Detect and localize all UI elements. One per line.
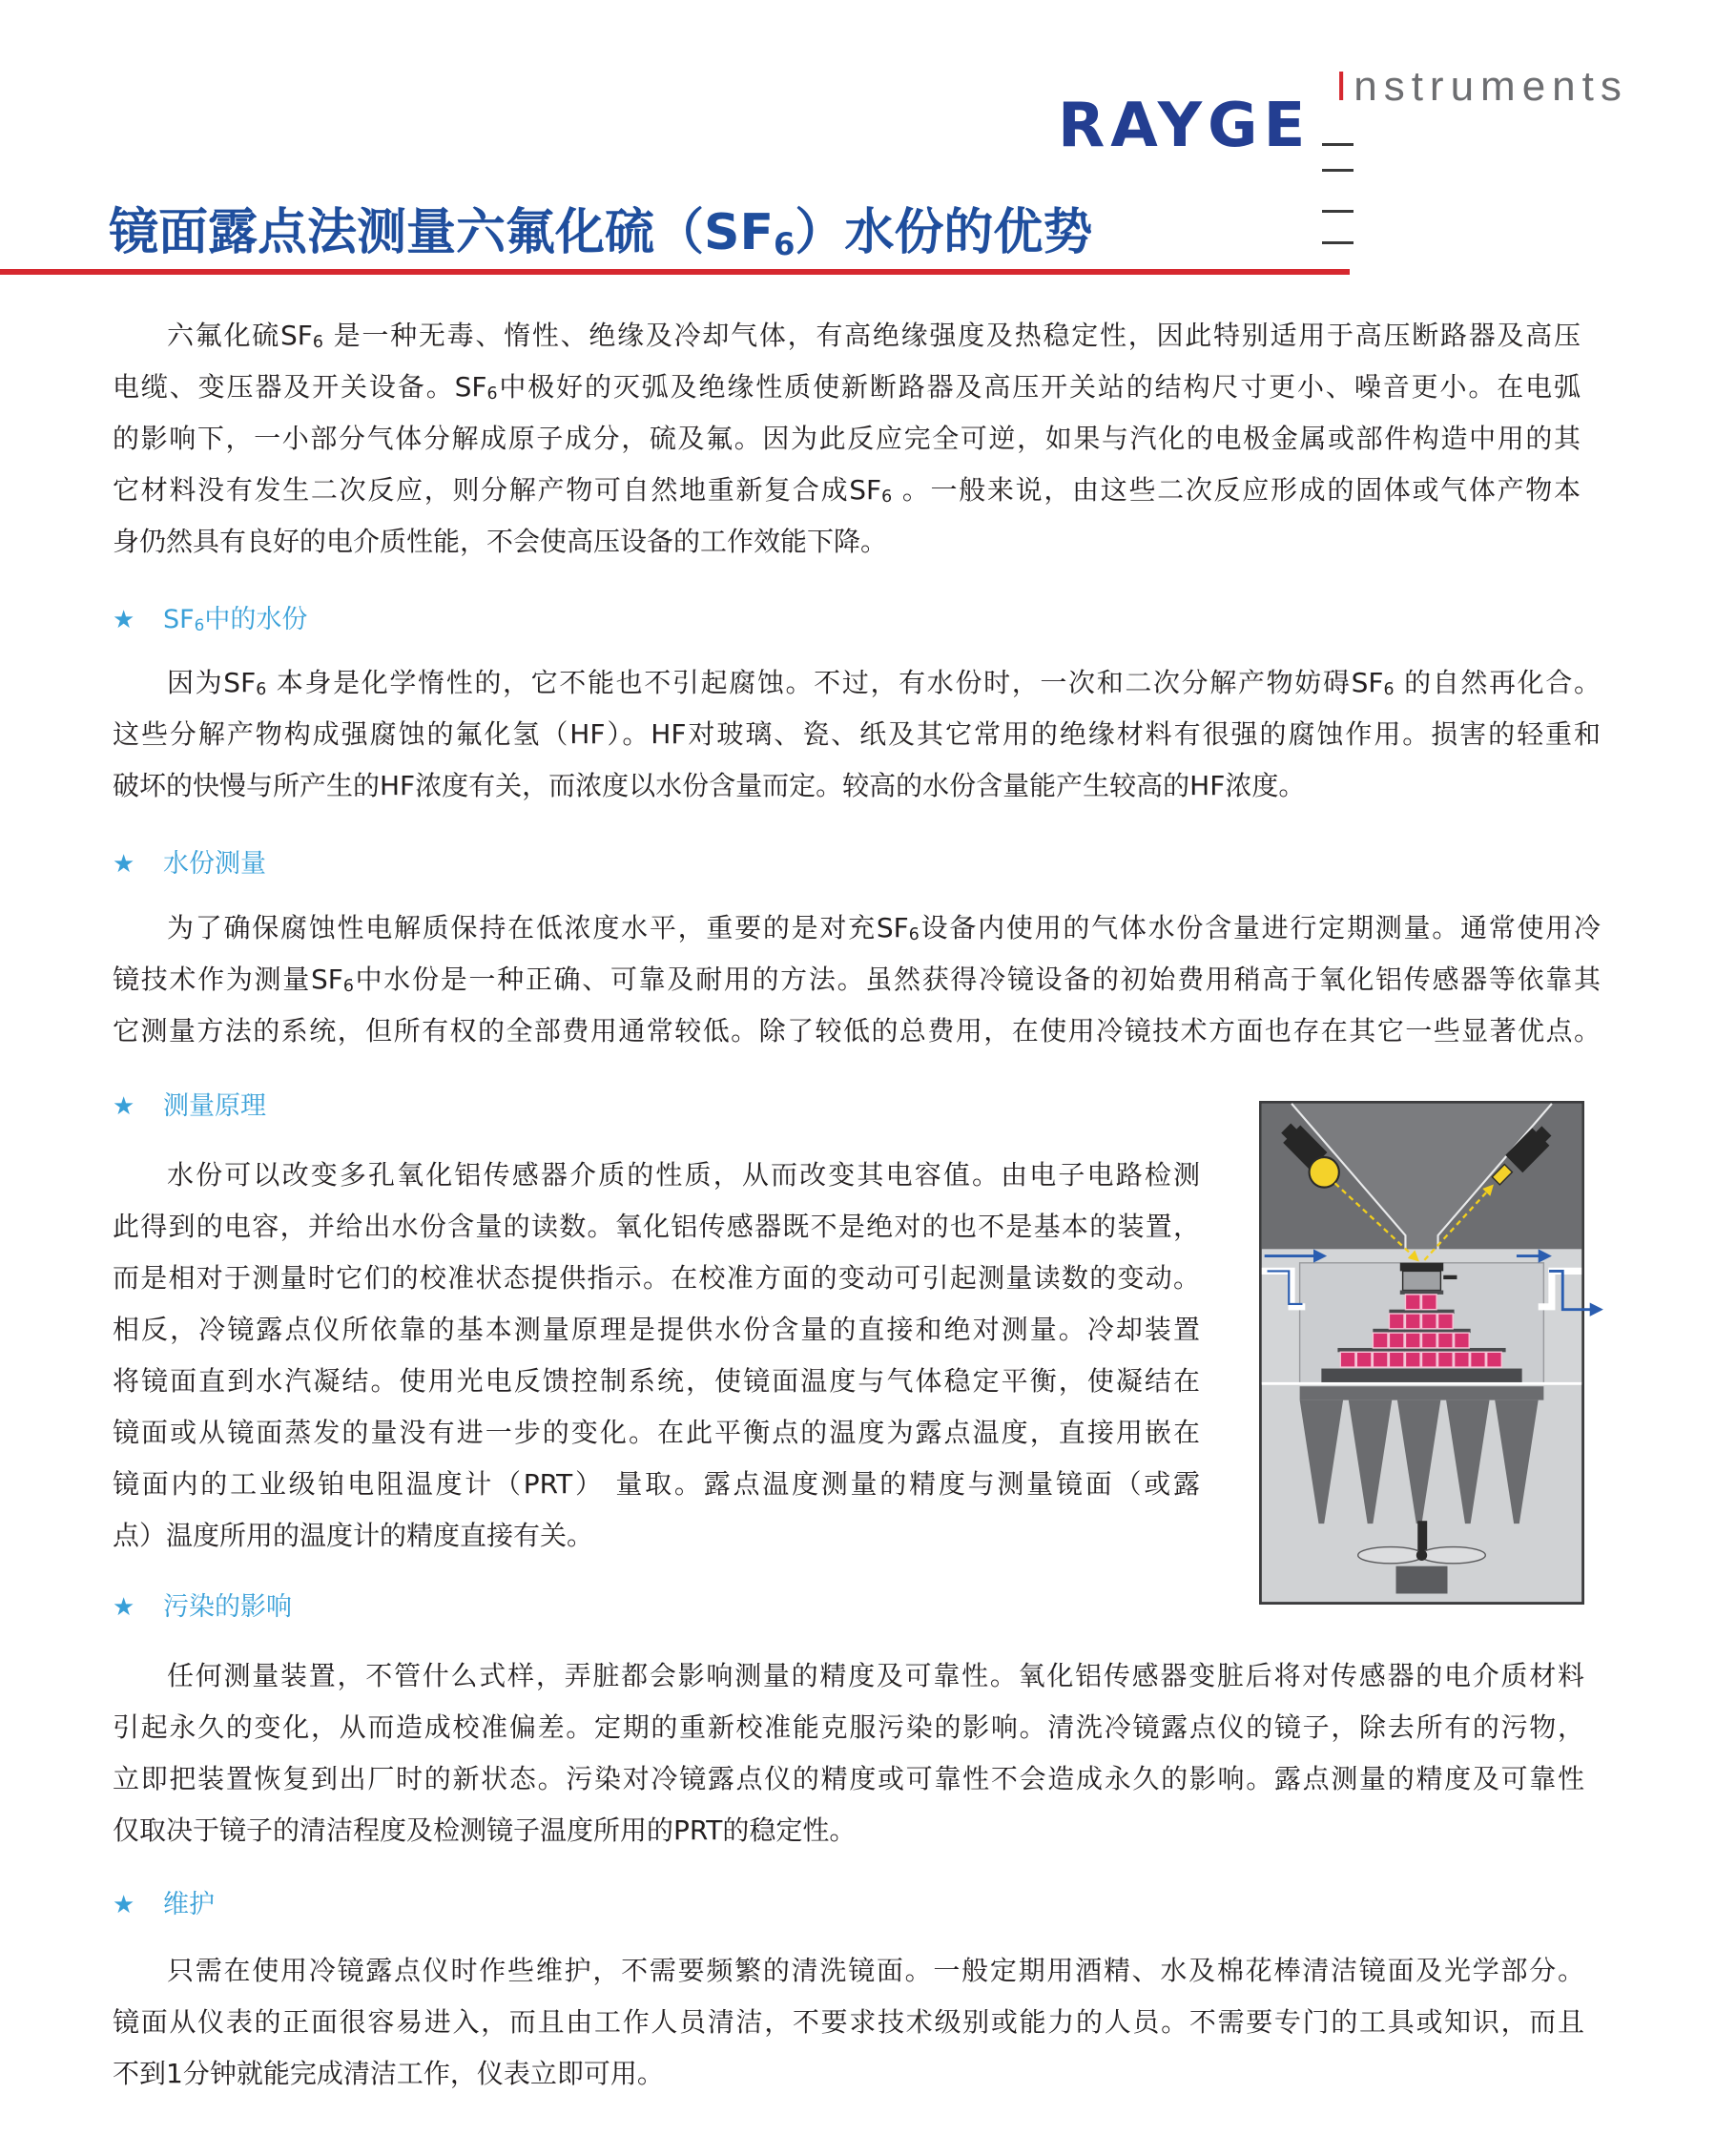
- text-line: 立即把装置恢复到出厂时的新状态。污染对冷镜露点仪的精度或可靠性不会造成永久的影响。露点测量的精度及可靠性: [113, 1763, 1584, 1794]
- text-line: 电缆、变压器及开关设备。SF6中极好的灭弧及绝缘性质使新断路器及高压开关站的结构尺寸更小、噪音更小。在电弧: [113, 371, 1581, 404]
- logo-divider: [1322, 241, 1354, 244]
- text-line: 它测量方法的系统，但所有权的全部费用通常较低。除了较低的总费用，在使用冷镜技术方面也存在其它一些显著优点。: [113, 1015, 1601, 1047]
- section-paragraph: [113, 1945, 1584, 2100]
- text-line: 破坏的快慢与所产生的HF浓度有关，而浓度以水份含量而定。较高的水份含量能产生较高的HF浓度。: [113, 770, 1306, 801]
- section-heading: [113, 1582, 292, 1633]
- text-line: 身仍然具有良好的电介质性能，不会使高压设备的工作效能下降。: [113, 526, 888, 557]
- text-line: 镜面内的工业级铂电阻温度计（PRT） 量取。露点温度测量的精度与测量镜面（或露: [113, 1468, 1200, 1500]
- logo-divider: [1322, 169, 1354, 172]
- text-line: 镜面或从镜面蒸发的量没有进一步的变化。在此平衡点的温度为露点温度，直接用嵌在: [113, 1417, 1200, 1448]
- logo-divider: [1322, 210, 1354, 213]
- section-paragraph: [113, 657, 1601, 812]
- text-line: 不到1分钟就能完成清洁工作，仪表立即可用。: [113, 2058, 664, 2089]
- section-heading: [113, 1081, 266, 1132]
- brand-logo: RAYGE: [1058, 91, 1312, 161]
- text-line: 这些分解产物构成强腐蚀的氟化氢（HF）。HF对玻璃、瓷、纸及其它常用的绝缘材料有很强的腐蚀作用。损害的轻重和: [113, 718, 1601, 750]
- intro-paragraph: [113, 310, 1581, 568]
- section-heading-label: SF6中的水份: [163, 605, 308, 634]
- section-heading-label: 维护: [163, 1890, 215, 1919]
- section-heading: [113, 839, 266, 890]
- section-heading-label: 测量原理: [163, 1091, 266, 1121]
- brand-tagline: Instruments: [1335, 63, 1628, 110]
- text-line: 为了确保腐蚀性电解质保持在低浓度水平，重要的是对充SF6设备内使用的气体水份含量进行定期测量。通常使用冷: [167, 912, 1601, 945]
- text-line: 因为SF6 本身是化学惰性的，它不能也不引起腐蚀。不过，有水份时，一次和二次分解产物妨碍SF6 的自然再化合。: [167, 667, 1601, 700]
- text-line: 相反，冷镜露点仪所依靠的基本测量原理是提供水份含量的直接和绝对测量。冷却装置: [113, 1314, 1200, 1345]
- text-line: 六氟化硫SF6 是一种无毒、惰性、绝缘及冷却气体，有高绝缘强度及热稳定性，因此特别适用于高压断路器及高压: [167, 320, 1581, 353]
- text-line: 它材料没有发生二次反应，则分解产物可自然地重新复合成SF6 。一般来说，由这些二次反应形成的固体或气体产物本: [113, 474, 1581, 508]
- text-line: 将镜面直到水汽凝结。使用光电反馈控制系统，使镜面温度与气体稳定平衡，使凝结在: [113, 1365, 1200, 1397]
- star-icon: ★: [113, 1593, 135, 1622]
- text-line: 此得到的电容，并给出水份含量的读数。氧化铝传感器既不是绝对的也不是基本的装置，: [113, 1211, 1200, 1242]
- star-icon: ★: [113, 1092, 135, 1121]
- section-heading: [113, 594, 307, 646]
- star-icon: ★: [113, 606, 135, 634]
- section-heading-label: 污染的影响: [163, 1592, 292, 1622]
- text-line: 只需在使用冷镜露点仪时作些维护，不需要频繁的清洗镜面。一般定期用酒精、水及棉花棒清洁镜面及光学部分。: [167, 1955, 1584, 1986]
- section-heading: [113, 1879, 215, 1931]
- section-paragraph: [113, 1650, 1584, 1856]
- section-heading-label: 水份测量: [163, 849, 266, 879]
- text-line: 仅取决于镜子的清洁程度及检测镜子温度所用的PRT的稳定性。: [113, 1814, 857, 1846]
- text-line: 镜技术作为测量SF6中水份是一种正确、可靠及耐用的方法。虽然获得冷镜设备的初始费用稍高于氧化铝传感器等依靠其: [113, 964, 1601, 997]
- star-icon: ★: [113, 1891, 135, 1919]
- text-line: 水份可以改变多孔氧化铝传感器介质的性质，从而改变其电容值。由电子电路检测: [167, 1159, 1200, 1191]
- section-paragraph: [113, 1150, 1200, 1562]
- star-icon: ★: [113, 850, 135, 879]
- text-line: 点）温度所用的温度计的精度直接有关。: [113, 1520, 594, 1551]
- text-line: 任何测量装置，不管什么式样，弄脏都会影响测量的精度及可靠性。氧化铝传感器变脏后将对传感器的电介质材料: [167, 1660, 1584, 1691]
- title-rule: [0, 269, 1350, 275]
- section-paragraph: [113, 902, 1601, 1057]
- text-line: 的影响下，一小部分气体分解成原子成分，硫及氟。因为此反应完全可逆，如果与汽化的电极金属或部件构造中用的其: [113, 423, 1581, 454]
- chilled-mirror-diagram: [1259, 1101, 1584, 1605]
- text-line: 而是相对于测量时它们的校准状态提供指示。在校准方面的变动可引起测量读数的变动。: [113, 1262, 1200, 1294]
- page-title: 镜面露点法测量六氟化硫（SF6）水份的优势: [109, 204, 1093, 262]
- text-line: 镜面从仪表的正面很容易进入，而且由工作人员清洁，不要求技术级别或能力的人员。不需要专门的工具或知识，而且: [113, 2006, 1584, 2038]
- text-line: 引起永久的变化，从而造成校准偏差。定期的重新校准能克服污染的影响。清洗冷镜露点仪的镜子，除去所有的污物，: [113, 1711, 1584, 1743]
- logo-divider: [1322, 143, 1354, 146]
